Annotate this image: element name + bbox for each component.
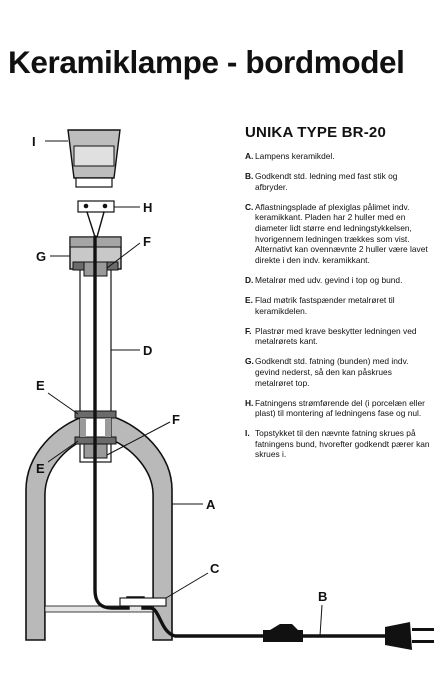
legend-key: G. — [245, 356, 254, 367]
legend-item-b — [245, 171, 431, 192]
legend-item-d — [245, 275, 431, 286]
legend-key: H. — [245, 397, 254, 408]
label-F-top: F — [143, 234, 151, 249]
label-D: D — [143, 343, 153, 358]
label-F-lower: F — [172, 412, 180, 427]
page-title: Keramiklampe - bordmodel — [8, 44, 405, 80]
switch — [263, 624, 303, 642]
socket-current-part — [78, 201, 114, 212]
legend-key: E. — [245, 294, 253, 305]
label-I: I — [32, 134, 36, 149]
legend-key: F. — [245, 325, 252, 336]
legend-text: Lampens keramikdel. — [255, 151, 335, 161]
legend-item-h — [245, 398, 431, 419]
socket-top — [68, 130, 120, 187]
legend-key: A. — [245, 151, 254, 161]
legend-heading: UNIKA TYPE BR-20 — [245, 124, 386, 141]
legend-item-a — [245, 151, 431, 162]
legend-text: Plastrør med krave beskytter ledningen ved metalrørets kant. — [255, 325, 417, 347]
legend-text: Godkendt std. fatning (bunden) med indv. gevind nederst, så den kan påskrues metalrøret top. — [255, 356, 409, 388]
label-A: A — [206, 497, 216, 512]
label-C: C — [210, 561, 220, 576]
legend-text: Flad møtrik fastspænder metalrøret til keramikdelen. — [255, 294, 395, 316]
legend-text: Aflastningsplade af plexiglas pålimet indv. keramikkant. Pladen har 2 huller med en diameter lidt større end ledningstykkelsen, hvorigennem ledningen trækkes som vist. Alternativt kan ovennævnte 2 huller være lavet direkte i den indv. keramikkant. — [255, 201, 428, 265]
legend-key: D. — [245, 274, 254, 285]
strain-relief-plate — [120, 598, 166, 606]
label-G: G — [36, 249, 47, 264]
legend-text: Godkendt std. ledning med fast stik og afbryder. — [255, 171, 398, 192]
legend-text: Topstykket til den nævnte fatning skrues på fatningens bund, hvorefter godkendt pærer kan skrues i. — [255, 428, 430, 460]
plug — [385, 622, 434, 650]
parts-legend — [245, 124, 431, 470]
legend-item-g — [245, 356, 431, 388]
legend-key: B. — [245, 171, 254, 182]
legend-text: Metalrør med udv. gevind i top og bund. — [255, 274, 403, 285]
label-B: B — [318, 589, 328, 604]
legend-text: Fatningens strømførende del (i porcelæn eller plast) til montering af ledningens fase og nul. — [255, 397, 425, 419]
legend-item-e — [245, 295, 431, 316]
legend-key: C. — [245, 201, 254, 212]
label-H: H — [143, 200, 153, 215]
label-E-lower: E — [36, 461, 45, 476]
legend-item-c — [245, 202, 431, 266]
legend-item-f — [245, 326, 431, 347]
label-E-upper: E — [36, 378, 45, 393]
legend-key: I. — [245, 428, 250, 439]
legend-item-i — [245, 428, 431, 460]
